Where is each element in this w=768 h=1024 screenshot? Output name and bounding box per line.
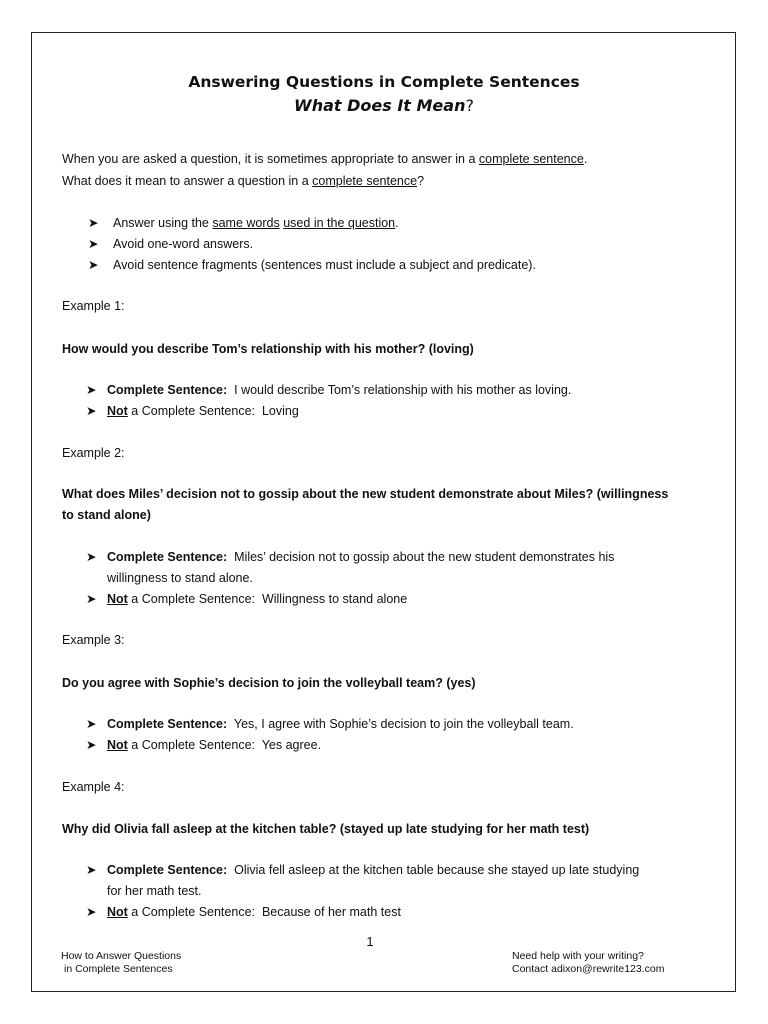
- rule-fragments: Avoid sentence fragments (sentences must include a subject and predicate).: [113, 258, 536, 272]
- complete-answer-cont: for her math test.: [107, 884, 202, 898]
- page-subtitle: What Does It Mean?: [294, 96, 474, 115]
- example-question: What does Miles’ decision not to gossip about the new student demonstrate about Miles? (willingness: [62, 487, 669, 501]
- complete-answer: Complete Sentence: Yes, I agree with Sophie’s decision to join the volleyball team.: [107, 717, 574, 731]
- page-number: 1: [366, 934, 374, 949]
- arrowhead-bullet-icon: ➤: [86, 383, 97, 397]
- incomplete-answer: Not a Complete Sentence: Because of her math test: [107, 905, 401, 919]
- example-question: How would you describe Tom’s relationship with his mother? (loving): [62, 342, 474, 356]
- arrowhead-bullet-icon: ➤: [86, 717, 97, 731]
- complete-answer: Complete Sentence: Miles’ decision not to gossip about the new student demonstrates his: [107, 550, 615, 564]
- arrowhead-bullet-icon: ➤: [88, 237, 99, 251]
- intro-line-2: What does it mean to answer a question in a complete sentence?: [62, 174, 425, 188]
- example-question-cont: to stand alone): [62, 508, 151, 522]
- rule-same-words: Answer using the same words used in the question.: [113, 216, 399, 230]
- complete-answer: Complete Sentence: I would describe Tom’s relationship with his mother as loving.: [107, 383, 572, 397]
- footer-right: Need help with your writing? Contact adixon@rewrite123.com: [512, 950, 665, 975]
- arrowhead-bullet-icon: ➤: [86, 905, 97, 919]
- arrowhead-bullet-icon: ➤: [86, 404, 97, 418]
- rule-one-word: Avoid one-word answers.: [113, 237, 254, 251]
- footer-left: How to Answer Questions in Complete Sentences: [61, 950, 182, 975]
- arrowhead-bullet-icon: ➤: [86, 863, 97, 877]
- arrowhead-bullet-icon: ➤: [88, 216, 99, 230]
- example-heading: Example 2:: [62, 446, 125, 460]
- arrowhead-bullet-icon: ➤: [88, 258, 99, 272]
- example-heading: Example 1:: [62, 299, 125, 313]
- example-question: Do you agree with Sophie’s decision to join the volleyball team? (yes): [62, 676, 476, 690]
- intro-line-1: When you are asked a question, it is sometimes appropriate to answer in a complete sentence.: [62, 152, 588, 166]
- incomplete-answer: Not a Complete Sentence: Yes agree.: [107, 738, 322, 752]
- page-title: Answering Questions in Complete Sentences: [188, 73, 580, 91]
- example-question: Why did Olivia fall asleep at the kitchen table? (stayed up late studying for her math test): [62, 822, 590, 836]
- example-heading: Example 3:: [62, 633, 125, 647]
- arrowhead-bullet-icon: ➤: [86, 738, 97, 752]
- incomplete-answer: Not a Complete Sentence: Willingness to stand alone: [107, 592, 408, 606]
- example-heading: Example 4:: [62, 780, 125, 794]
- incomplete-answer: Not a Complete Sentence: Loving: [107, 404, 299, 418]
- arrowhead-bullet-icon: ➤: [86, 550, 97, 564]
- complete-answer-cont: willingness to stand alone.: [107, 571, 253, 585]
- complete-answer: Complete Sentence: Olivia fell asleep at the kitchen table because she stayed up late studying: [107, 863, 640, 877]
- arrowhead-bullet-icon: ➤: [86, 592, 97, 606]
